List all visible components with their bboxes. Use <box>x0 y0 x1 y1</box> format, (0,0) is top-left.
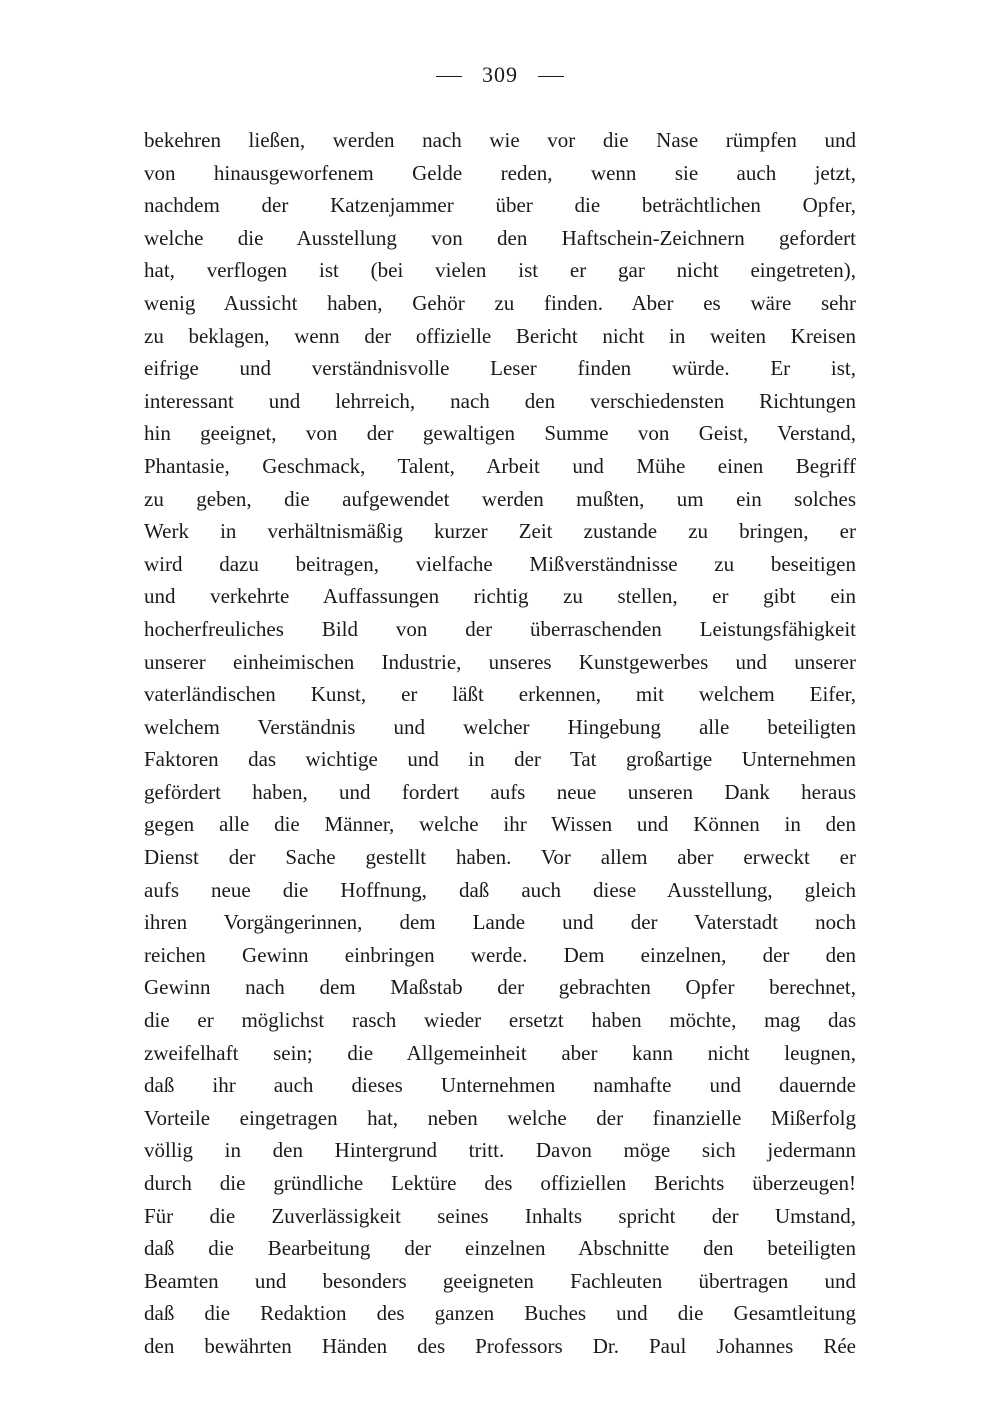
text-line: hin geeignet, von der gewaltigen Summe von Geist, Verstand, <box>144 421 856 446</box>
text-line: gefördert haben, und fordert aufs neue unseren Dank heraus <box>144 779 856 804</box>
text-line: und verkehrte Auffassungen richtig zu stellen, er gibt ein <box>144 584 856 609</box>
text-line: zweifelhaft sein; die Allgemeinheit aber kann nicht leugnen, <box>144 1040 856 1065</box>
text-line: unserer einheimischen Industrie, unseres Kunstgewerbes und unserer <box>144 649 856 674</box>
text-line: von hinausgeworfenem Gelde reden, wenn sie auch jetzt, <box>144 160 856 185</box>
text-line: Dienst der Sache gestellt haben. Vor allem aber erweckt er <box>144 845 856 870</box>
text-line: Vorteile eingetragen hat, neben welche der finanzielle Mißerfolg <box>144 1105 856 1130</box>
text-line: völlig in den Hintergrund tritt. Davon möge sich jedermann <box>144 1138 856 1163</box>
text-line: die er möglichst rasch wieder ersetzt haben möchte, mag das <box>144 1008 856 1033</box>
text-line: Phantasie, Geschmack, Talent, Arbeit und Mühe einen Begriff <box>144 453 856 478</box>
text-line: durch die gründliche Lektüre des offiziellen Berichts überzeugen! <box>144 1171 856 1195</box>
text-line: daß die Bearbeitung der einzelnen Abschnitte den beteiligten <box>144 1236 856 1261</box>
text-line: daß ihr auch dieses Unternehmen namhafte und dauernde <box>144 1073 856 1098</box>
body-text <box>144 124 856 1363</box>
text-line: bekehren ließen, werden nach wie vor die Nase rümpfen und <box>144 128 856 152</box>
text-line: reichen Gewinn einbringen werde. Dem einzelnen, der den <box>144 942 856 967</box>
text-line: gegen alle die Männer, welche ihr Wissen und Können in den <box>144 812 856 837</box>
text-line: Faktoren das wichtige und in der Tat großartige Unternehmen <box>144 747 856 772</box>
page-number: 309 <box>482 62 518 87</box>
text-line: zu beklagen, wenn der offizielle Bericht nicht in weiten Kreisen <box>144 323 856 348</box>
text-line: Gewinn nach dem Maßstab der gebrachten Opfer berechnet, <box>144 975 856 1000</box>
text-line: den bewährten Händen des Professors Dr. Paul Johannes Rée <box>144 1333 856 1358</box>
text-line: welchem Verständnis und welcher Hingebung alle beteiligten <box>144 714 856 739</box>
text-line: ihren Vorgängerinnen, dem Lande und der Vaterstadt noch <box>144 910 856 935</box>
page-header <box>0 62 1000 88</box>
header-dash-right <box>538 76 564 77</box>
text-line: wenig Aussicht haben, Gehör zu finden. Aber es wäre sehr <box>144 290 856 315</box>
text-line: welche die Ausstellung von den Haftschein-Zeichnern gefordert <box>144 225 856 250</box>
text-line: hocherfreuliches Bild von der überraschenden Leistungsfähigkeit <box>144 616 856 641</box>
text-line: Für die Zuverlässigkeit seines Inhalts spricht der Umstand, <box>144 1203 856 1228</box>
text-line: eifrige und verständnisvolle Leser finden würde. Er ist, <box>144 356 856 381</box>
text-line: zu geben, die aufgewendet werden mußten, um ein solches <box>144 486 856 511</box>
text-line: interessant und lehrreich, nach den verschiedensten Richtungen <box>144 388 856 413</box>
text-line: Werk in verhältnismäßig kurzer Zeit zustande zu bringen, er <box>144 519 856 544</box>
text-line: vaterländischen Kunst, er läßt erkennen, mit welchem Eifer, <box>144 682 856 707</box>
text-line: hat, verflogen ist (bei vielen ist er gar nicht eingetreten), <box>144 258 856 283</box>
text-line: daß die Redaktion des ganzen Buches und die Gesamtleitung <box>144 1301 856 1326</box>
header-dash-left <box>436 76 462 77</box>
text-line: Beamten und besonders geeigneten Fachleuten übertragen und <box>144 1268 856 1293</box>
text-line: wird dazu beitragen, vielfache Mißverständnisse zu beseitigen <box>144 551 856 576</box>
text-line: nachdem der Katzenjammer über die beträchtlichen Opfer, <box>144 193 856 218</box>
text-line: aufs neue die Hoffnung, daß auch diese Ausstellung, gleich <box>144 877 856 902</box>
